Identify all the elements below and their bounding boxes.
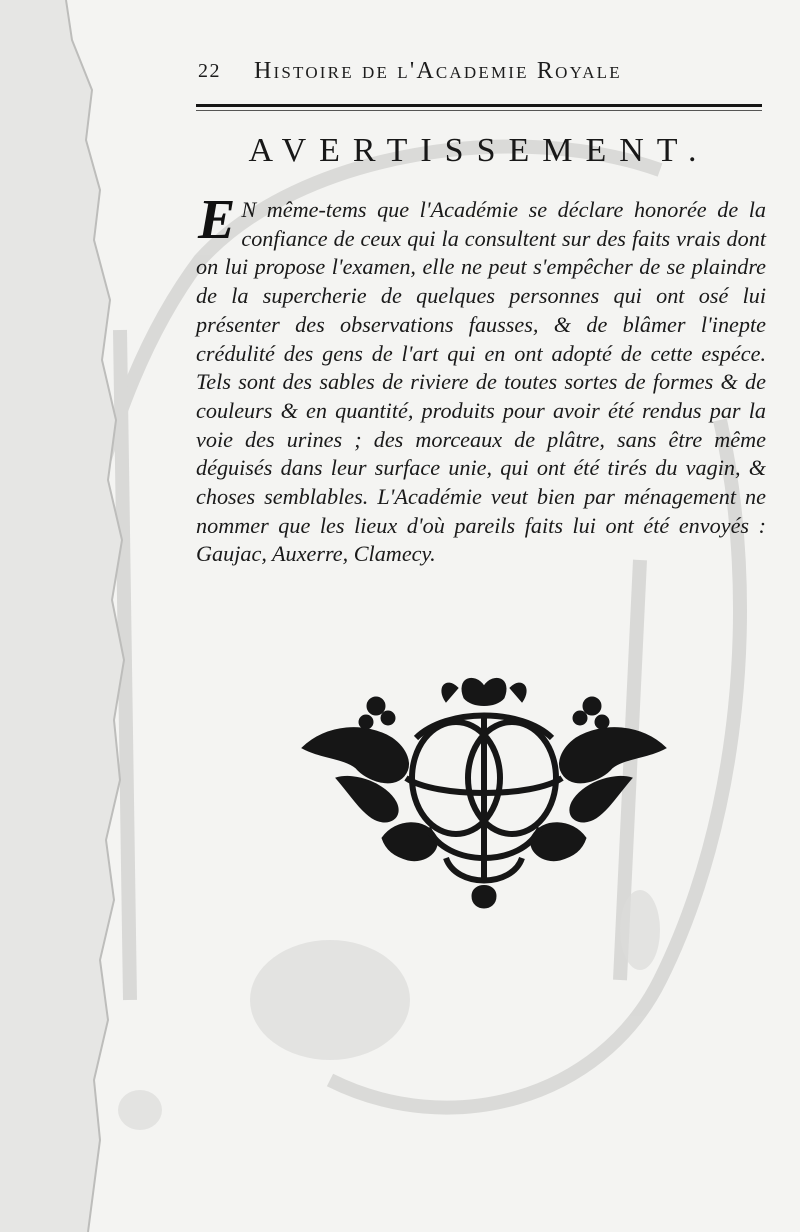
paragraph-text: N même-tems que l'Académie se déclare honorée de la confiance de ceux qui la consultent sur des faits vrais dont on lui propose l'examen, elle ne peut s'empêcher de se plaindre de la supercherie de quelques personnes qui ont osé lui présenter des observations fausses, & de blâmer l'inepte crédulité des gens de l'art qui en ont adopté de cette espéce. Tels sont des sables de riviere de toutes sortes de formes & de couleurs & en quantité, produits pour avoir été rendus par la voie des urines ; des morceaux de plâtre, sans être même déguisés dans leur surface unie, qui ont été tirés du vagin, & choses semblables. L'Académie veut bien par ménagement ne nommer que les lieux d'où pareils faits lui ont été envoyés : Gaujac, Auxerre, Clamecy. — [196, 197, 766, 567]
floral-ornament-icon — [296, 668, 672, 924]
header-rule-thin — [196, 110, 762, 111]
drop-cap: E — [198, 189, 236, 251]
notice-paragraph — [196, 189, 766, 569]
section-title: AVERTISSEMENT. — [248, 132, 710, 169]
running-title: Histoire de l'Academie Royale — [254, 58, 622, 84]
page-number: 22 — [198, 60, 221, 82]
running-header — [198, 56, 764, 90]
header-rule — [196, 104, 762, 107]
torn-page-edge — [0, 0, 140, 1232]
